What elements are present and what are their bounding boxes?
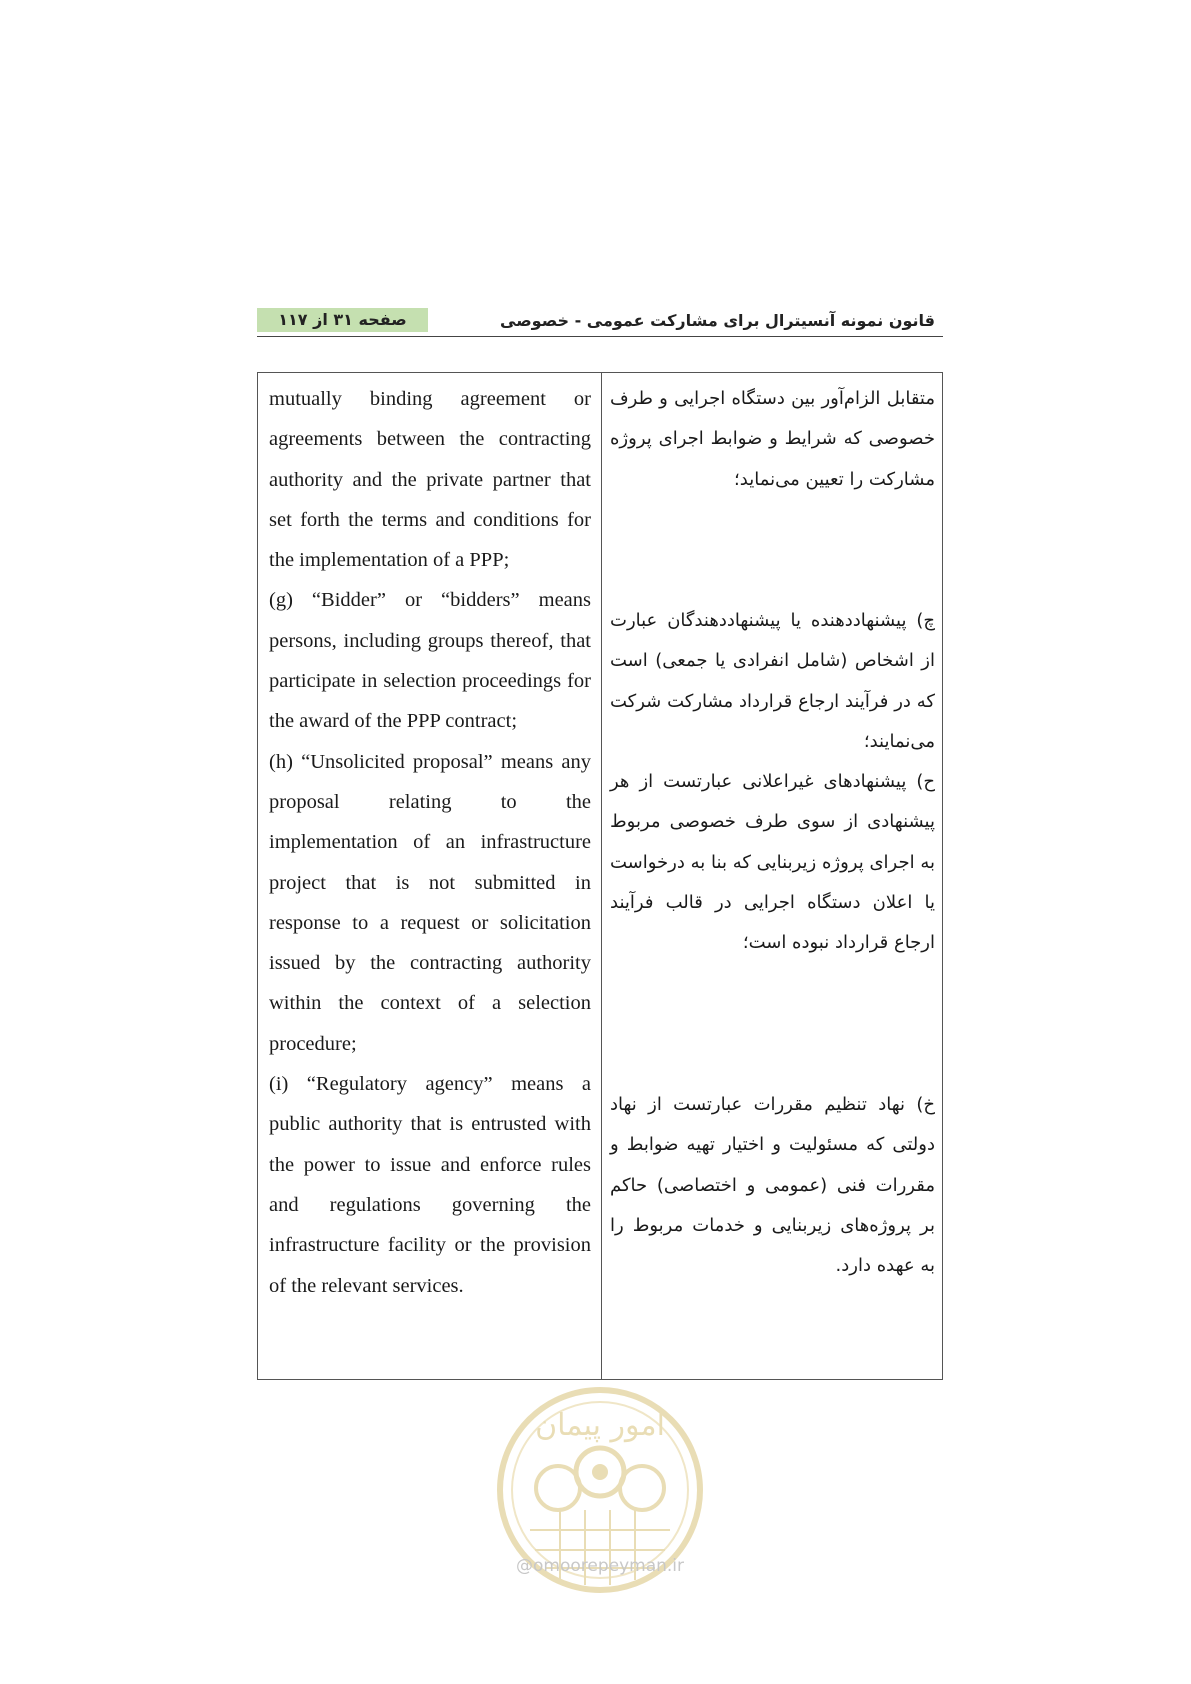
persian-column-cell-2 bbox=[610, 601, 935, 762]
english-paragraph-g: (g) “Bidder” or “bidders” means persons, including groups thereof, that participate in selection proceedings for the award of the PPP contract; bbox=[269, 589, 591, 733]
persian-column-cell-3 bbox=[610, 762, 935, 963]
document-title: قانون نمونه آنسیترال برای مشارکت عمومی - خصوصی bbox=[500, 311, 935, 330]
watermark-logo-text: امور پیمان bbox=[535, 1408, 665, 1443]
persian-column-cell-4 bbox=[610, 1085, 935, 1286]
persian-column-cell-1 bbox=[610, 379, 935, 500]
persian-paragraph-g: چ) پیشنهاددهنده یا پیشنهاددهندگان عبارت از اشخاص (شامل انفرادی یا جمعی) است که در فرآیند ارجاع قرارداد مشارکت شرکت می‌نمایند؛ bbox=[610, 610, 935, 752]
persian-paragraph-i: خ) نهاد تنظیم مقررات عبارتست از نهاد دولتی که مسئولیت و اختیار تهیه ضوابط و مقررات فنی (عمومی و اختصاصی) حاکم بر پروژه‌های زیربنایی و خدمات مربوط را به عهده دارد. bbox=[610, 1094, 935, 1277]
persian-paragraph-h: ح) پیشنهادهای غیراعلانی عبارتست از هر پیشنهادی از سوی طرف خصوصی مربوط به اجرای پروژه زیربنایی که بنا به درخواست یا اعلان دستگاه اجرایی در قالب فرآیند ارجاع قرارداد نبوده است؛ bbox=[610, 771, 935, 954]
page-number-badge: صفحه ۳۱ از ۱۱۷ bbox=[257, 308, 428, 332]
bilingual-table bbox=[257, 372, 943, 1380]
column-divider bbox=[601, 373, 602, 1379]
persian-paragraph-f: متقابل الزام‌آور بین دستگاه اجرایی و طرف خصوصی که شرایط و ضوابط اجرای پروژه مشارکت را تعیین می‌نماید؛ bbox=[610, 388, 935, 490]
page-header bbox=[257, 306, 943, 337]
english-column bbox=[269, 379, 591, 1306]
english-paragraph-f: mutually binding agreement or agreements between the contracting authority and the private partner that set forth the terms and conditions for the implementation of a PPP; bbox=[269, 388, 591, 572]
english-paragraph-h: (h) “Unsolicited proposal” means any proposal relating to the implementation of an infrastructure project that is not submitted in response to a request or solicitation issued by the contracting authority within the context of a selection procedure; bbox=[269, 750, 591, 1055]
watermark-url: @omoorepeyman.ir bbox=[515, 1556, 685, 1576]
english-paragraph-i: (i) “Regulatory agency” means a public authority that is entrusted with the power to issue and enforce rules and regulations governing the infrastructure facility or the provision of the relevant services. bbox=[269, 1073, 591, 1297]
